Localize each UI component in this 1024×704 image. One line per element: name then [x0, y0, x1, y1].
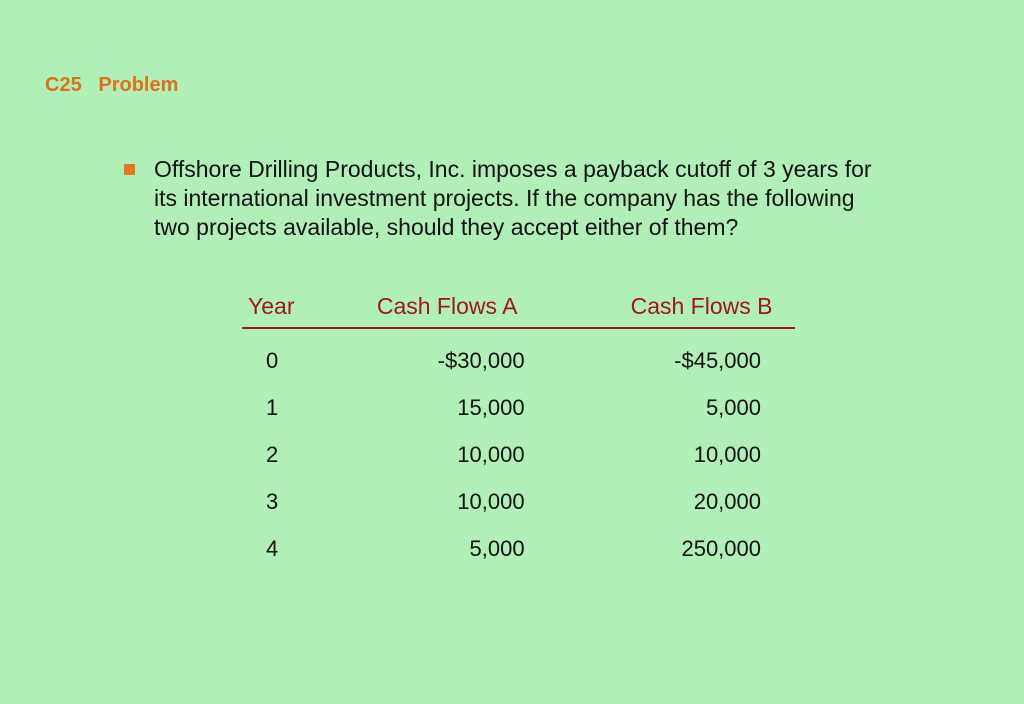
header-cash-flows-a: Cash Flows A: [353, 291, 589, 328]
cell-cash-flow-a: 10,000: [457, 488, 525, 514]
cell-cash-flow-b: 20,000: [693, 488, 761, 514]
square-bullet-icon: [124, 164, 135, 175]
cell-cash-flow-a: -$30,000: [437, 347, 525, 373]
cell-cash-flow-a: 5,000: [469, 535, 525, 561]
cell-cash-flow-a: 10,000: [457, 441, 525, 467]
cell-cash-flow-b: 250,000: [681, 535, 761, 561]
bullet-text: Offshore Drilling Products, Inc. imposes a payback cutoff of 3 years for its international investment projects. If the company has the following two projects available, should they accept either of them?: [154, 156, 872, 240]
cash-flow-table: [242, 291, 795, 572]
slide-title: C25 Problem: [45, 74, 179, 96]
table-row: [242, 478, 795, 525]
cell-year: 0: [266, 347, 279, 373]
cell-year: 3: [266, 488, 279, 514]
cell-cash-flow-a: 15,000: [457, 394, 525, 420]
cell-year: 2: [266, 441, 279, 467]
table-row: [242, 384, 795, 431]
header-cash-flows-b: Cash Flows B: [589, 291, 795, 328]
cell-cash-flow-b: 10,000: [693, 441, 761, 467]
cell-year: 4: [266, 535, 279, 561]
table-row: [242, 328, 795, 384]
header-year: Year: [242, 291, 353, 328]
table-header-row: [242, 291, 795, 328]
cell-year: 1: [266, 394, 279, 420]
table-row: [242, 431, 795, 478]
cell-cash-flow-b: 5,000: [705, 394, 761, 420]
cell-cash-flow-b: -$45,000: [674, 347, 761, 373]
table-row: [242, 525, 795, 572]
